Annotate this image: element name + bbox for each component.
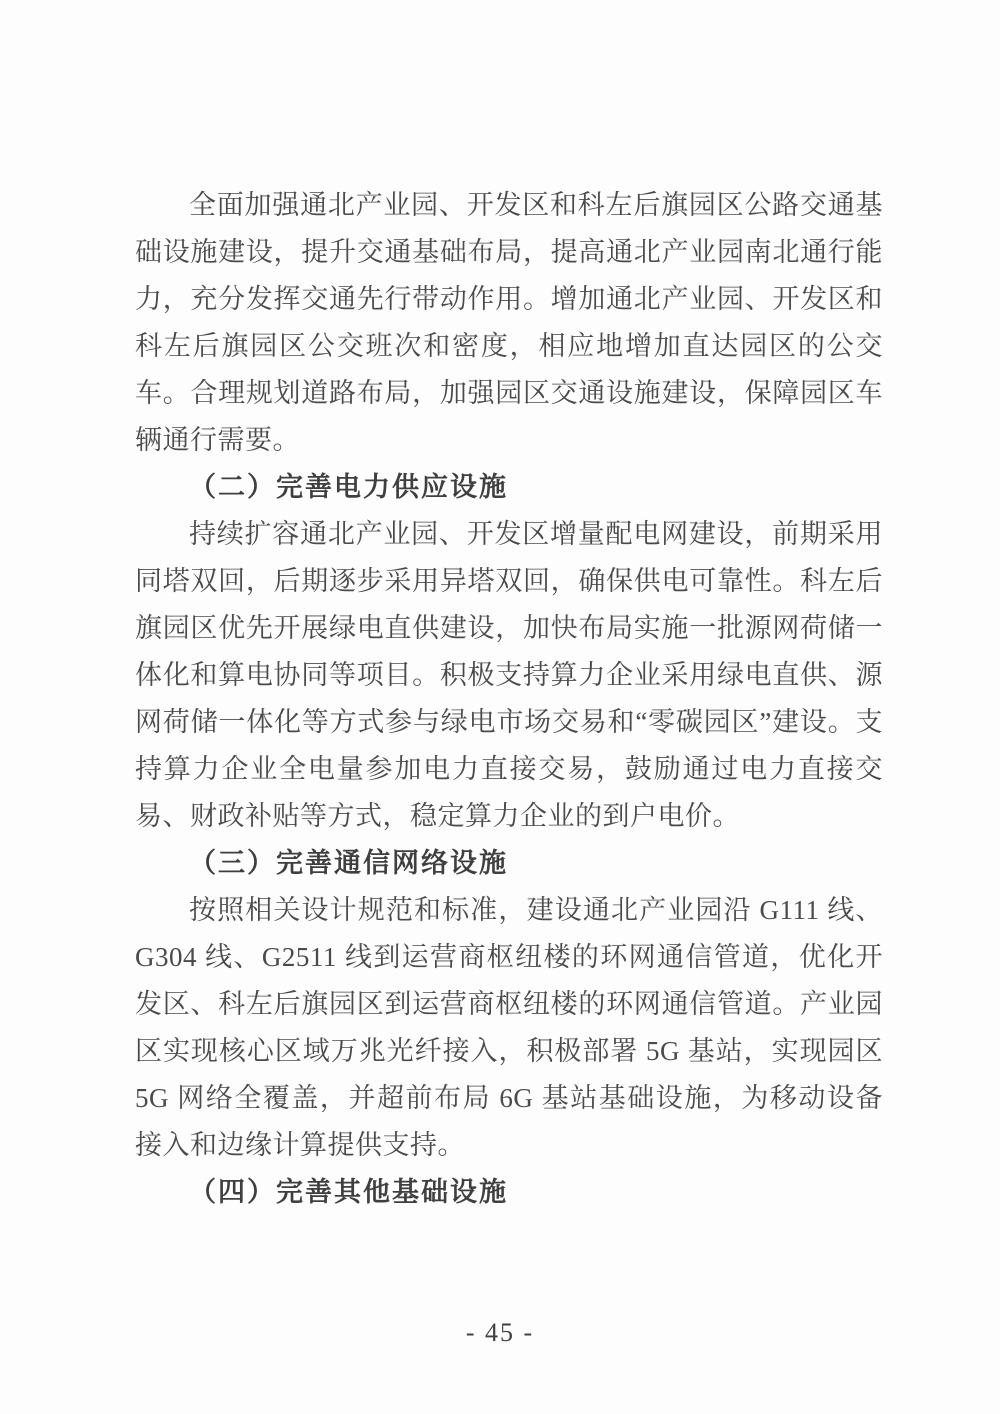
paragraph-transport-infrastructure: 全面加强通北产业园、开发区和科左后旗园区公路交通基础设施建设，提升交通基础布局，提高通北产业园南北通行能力，充分发挥交通先行带动作用。增加通北产业园、开发区和科左后旗园区公交班次和密度，相应地增加直达园区的公交车。合理规划道路布局，加强园区交通设施建设，保障园区车辆通行需要。 — [135, 190, 883, 455]
section-heading-power-supply: （二）完善电力供应设施 — [189, 472, 508, 502]
section-heading-other-infrastructure: （四）完善其他基础设施 — [189, 1177, 508, 1207]
section-heading-communication-network: （三）完善通信网络设施 — [189, 848, 508, 878]
page-number: - 45 - — [465, 1318, 535, 1347]
paragraph-power-supply: 持续扩容通北产业园、开发区增量配电网建设，前期采用同塔双回，后期逐步采用异塔双回，确保供电可靠性。科左后旗园区优先开展绿电直供建设，加快布局实施一批源网荷储一体化和算电协同等项目。积极支持算力企业采用绿电直供、源网荷储一体化等方式参与绿电市场交易和“零碳园区”建设。支持算力企业全电量参加电力直接交易，鼓励通过电力直接交易、财政补贴等方式，稳定算力企业的到户电价。 — [135, 519, 883, 831]
document-body — [135, 182, 883, 1216]
paragraph-communication-network: 按照相关设计规范和标准，建设通北产业园沿 G111 线、G304 线、G2511 线到运营商枢纽楼的环网通信管道，优化开发区、科左后旗园区到运营商枢纽楼的环网通信管道。产业园区实现核心区域万兆光纤接入，积极部署 5G 基站，实现园区 5G 网络全覆盖，并超前布局 6G 基站基础设施，为移动设备接入和边缘计算提供支持。 — [135, 895, 883, 1160]
